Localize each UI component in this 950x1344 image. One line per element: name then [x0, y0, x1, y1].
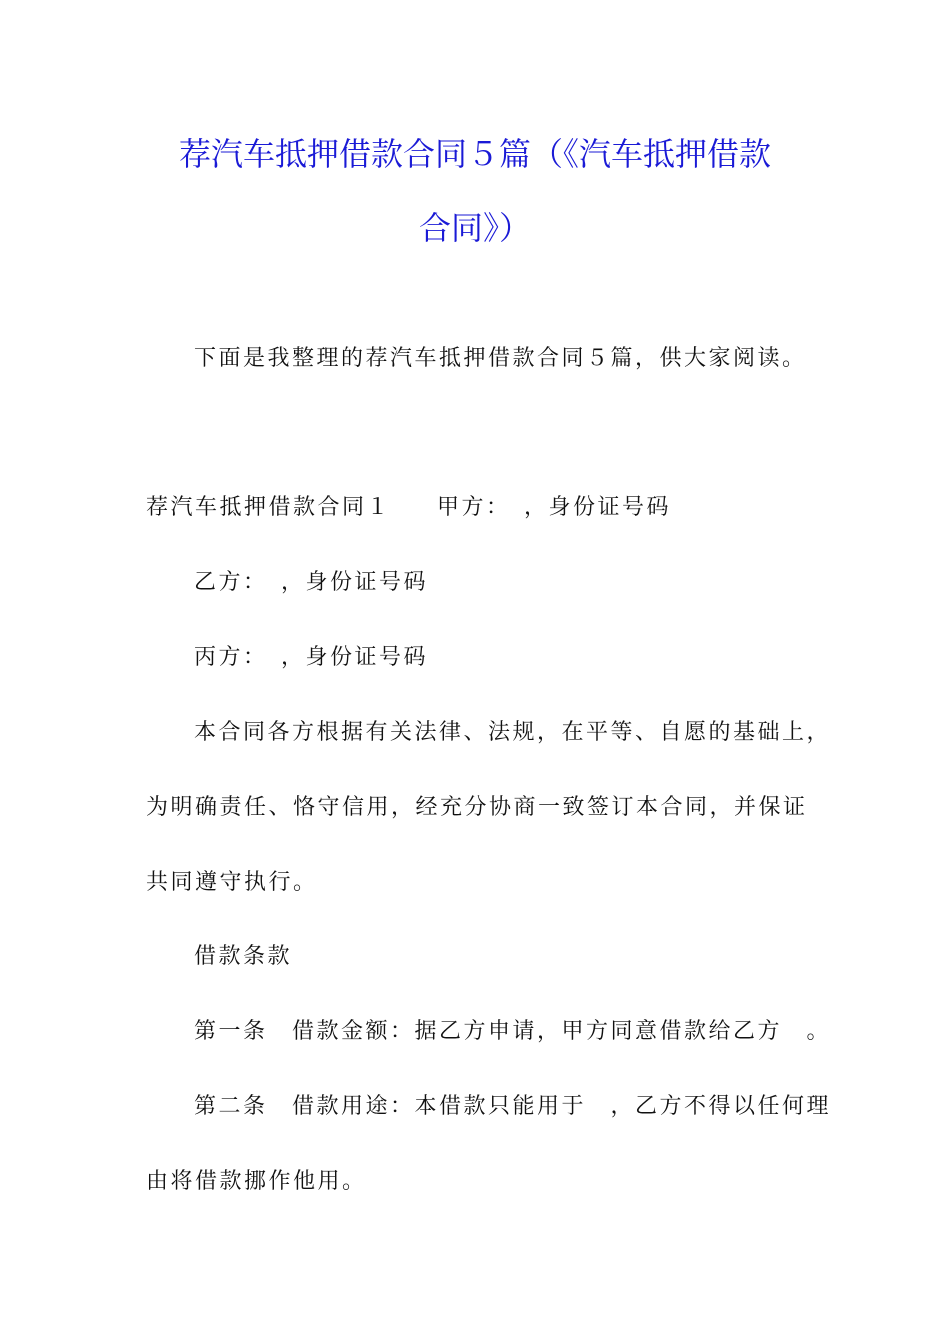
- section-heading-row: [146, 493, 671, 523]
- clause-heading: 借款条款: [194, 944, 293, 969]
- section-heading: 荐汽车抵押借款合同１: [146, 495, 392, 520]
- preamble-line-3: 共同遵守执行。: [146, 870, 318, 895]
- preamble-line-2: 为明确责任、恪守信用，经充分协商一致签订本合同，并保证: [146, 795, 808, 820]
- article-2-line-1: 第二条 借款用途：本借款只能用于 ，乙方不得以任何理: [194, 1094, 832, 1119]
- article-1: 第一条 借款金额：据乙方申请，甲方同意借款给乙方 。: [194, 1019, 832, 1044]
- preamble-line-1: 本合同各方根据有关法律、法规，在平等、自愿的基础上，: [194, 720, 832, 745]
- party-a-line: 甲方： ，身份证号码: [437, 495, 672, 520]
- document-title-line-1: 荐汽车抵押借款合同５篇（《汽车抵押借款: [178, 135, 771, 173]
- intro-paragraph: 下面是我整理的荐汽车抵押借款合同５篇，供大家阅读。: [194, 346, 807, 371]
- article-2-line-2: 由将借款挪作他用。: [146, 1169, 367, 1194]
- document-title-line-2: 合同》）: [418, 209, 531, 247]
- party-c-line: 丙方： ，身份证号码: [194, 645, 429, 670]
- party-b-line: 乙方： ，身份证号码: [194, 570, 429, 595]
